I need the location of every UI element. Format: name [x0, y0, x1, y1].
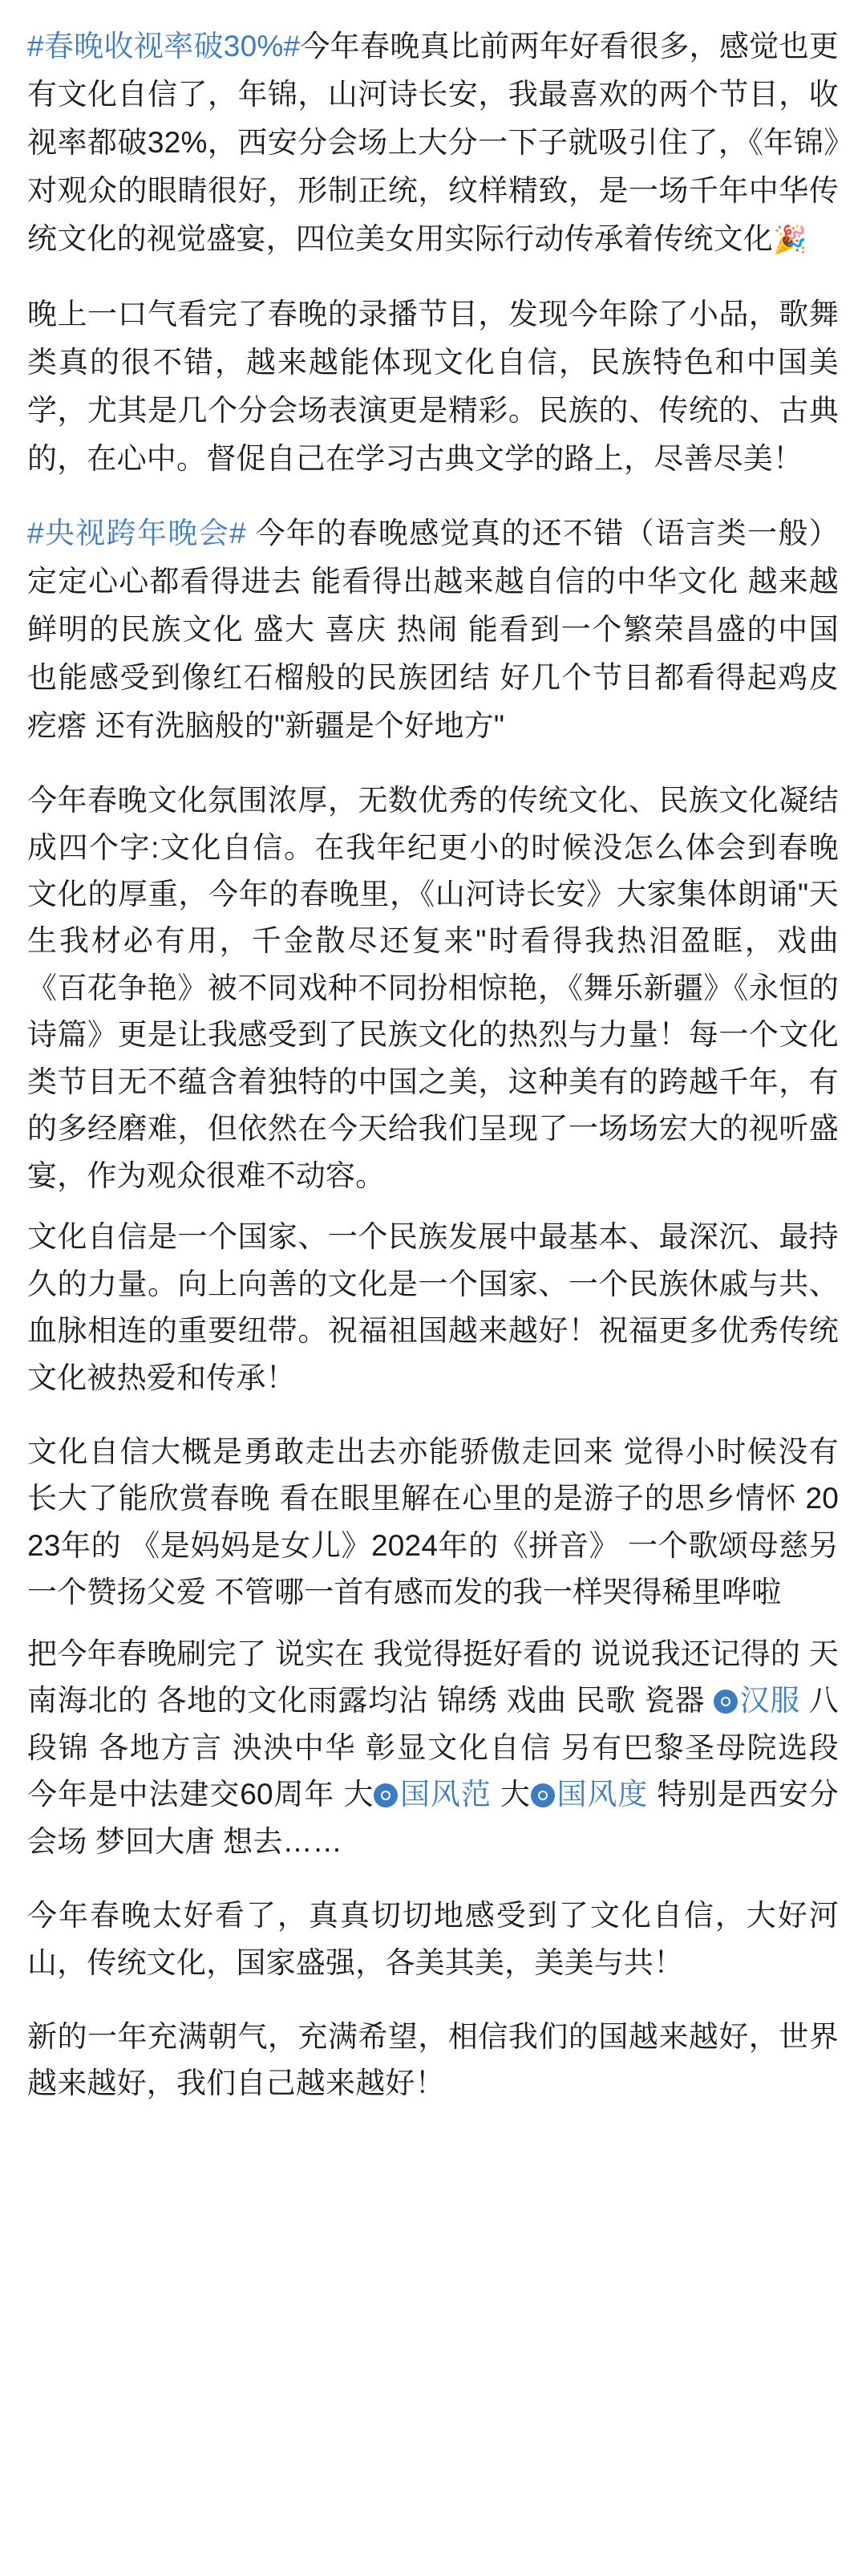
hashtag-topic[interactable]: #央视跨年晚会#: [27, 517, 246, 550]
super-topic-hanfu[interactable]: 汉服: [739, 1684, 800, 1718]
post-block-5: [27, 1214, 839, 1402]
post-block-7: [27, 1631, 839, 1865]
post-block-2: [27, 290, 839, 483]
post-block-8: [27, 1892, 839, 1986]
paragraph-text: 把今年春晚刷完了 说实在 我觉得挺好看的 说说我还记得的 天南海北的 各地的文化雨露均沾 锦绣 戏曲 民歌 瓷器: [27, 1637, 839, 1718]
paragraph-text: 特别是西安分会场 梦回大唐 想去……: [27, 1778, 839, 1858]
post-block-9: [27, 2014, 839, 2107]
super-topic-guofengfan[interactable]: 国风范: [399, 1778, 492, 1811]
post-paragraph: 今年春晚太好看了，真真切切地感受到了文化自信，大好河山，传统文化，国家盛强，各美其美，美美与共！: [27, 1899, 839, 1979]
post-paragraph: 新的一年充满朝气，充满希望，相信我们的国越来越好，世界越来越好，我们自己越来越好！: [27, 2020, 839, 2100]
post-paragraph: 文化自信大概是勇敢走出去亦能骄傲走回来 觉得小时候没有长大了能欣赏春晚 看在眼里解在心里的是游子的思乡情怀 2023年的 《是妈妈是女儿》2024年的《拼音》 一个歌颂母慈另一个赞扬父爱 不管哪一首有感而发的我一样哭得稀里哗啦: [27, 1435, 839, 1609]
super-topic-icon: [374, 1783, 398, 1807]
paragraph-text: 八段锦 各地方言 泱泱中华 彰显文化自信 另有巴黎圣母院选段 今年是中法建交60周年 大: [27, 1684, 840, 1811]
post-block-1: [27, 22, 839, 263]
party-popper-icon: 🎉: [773, 224, 807, 255]
post-block-6: [27, 1429, 839, 1617]
post-paragraph: 文化自信是一个国家、一个民族发展中最基本、最深沉、最持久的力量。向上向善的文化是一个国家、一个民族休戚与共、血脉相连的重要纽带。祝福祖国越来越好！祝福更多优秀传统文化被热爱和传承！: [27, 1220, 839, 1394]
post-block-4: [27, 777, 839, 1199]
post-paragraph: 今年春晚文化氛围浓厚，无数优秀的传统文化、民族文化凝结成四个字:文化自信。在我年纪更小的时候没怎么体会到春晚文化的厚重，今年的春晚里，《山河诗长安》大家集体朗诵"天生我材必有用，千金散尽还复来"时看得我热泪盈眶，戏曲《百花争艳》被不同戏种不同扮相惊艳，《舞乐新疆》《永恒的诗篇》更是让我感受到了民族文化的热烈与力量！每一个文化类节目无不蕴含着独特的中国之美，这种美有的跨越千年，有的多经磨难，但依然在今天给我们呈现了一场场宏大的视听盛宴，作为观众很难不动容。: [27, 784, 839, 1192]
post-paragraph: 晚上一口气看完了春晚的录播节目，发现今年除了小品，歌舞类真的很不错，越来越能体现文化自信，民族特色和中国美学，尤其是几个分会场表演更是精彩。民族的、传统的、古典的，在心中。督促自己在学习古典文学的路上，尽善尽美！: [27, 297, 839, 475]
post-paragraph: [27, 509, 839, 750]
paragraph-text: 今年春晚真比前两年好看很多，感觉也更有文化自信了，年锦，山河诗长安，我最喜欢的两个节目，收视率都破32%，西安分会场上大分一下子就吸引住了，《年锦》对观众的眼睛很好，形制正统，纹样精致，是一场千年中华传统文化的视觉盛宴，四位美女用实际行动传承着传统文化: [27, 30, 839, 255]
hashtag-topic[interactable]: #春晚收视率破30%#: [27, 30, 301, 63]
post-paragraph: [27, 1631, 839, 1865]
paragraph-text: 大: [491, 1778, 531, 1811]
post-paragraph: [27, 22, 839, 263]
super-topic-icon: [714, 1690, 738, 1714]
paragraph-text: 今年的春晚感觉真的还不错（语言类一般） 定定心心都看得进去 能看得出越来越自信的中华文化 越来越鲜明的民族文化 盛大 喜庆 热闹 能看到一个繁荣昌盛的中国 也能感受到像红石榴般的民族团结 好几个节目都看得起鸡皮疙瘩 还有洗脑般的"新疆是个好地方": [27, 517, 839, 743]
super-topic-guofengdu[interactable]: 国风度: [556, 1778, 649, 1811]
post-block-3: [27, 509, 839, 750]
super-topic-icon: [531, 1783, 555, 1807]
